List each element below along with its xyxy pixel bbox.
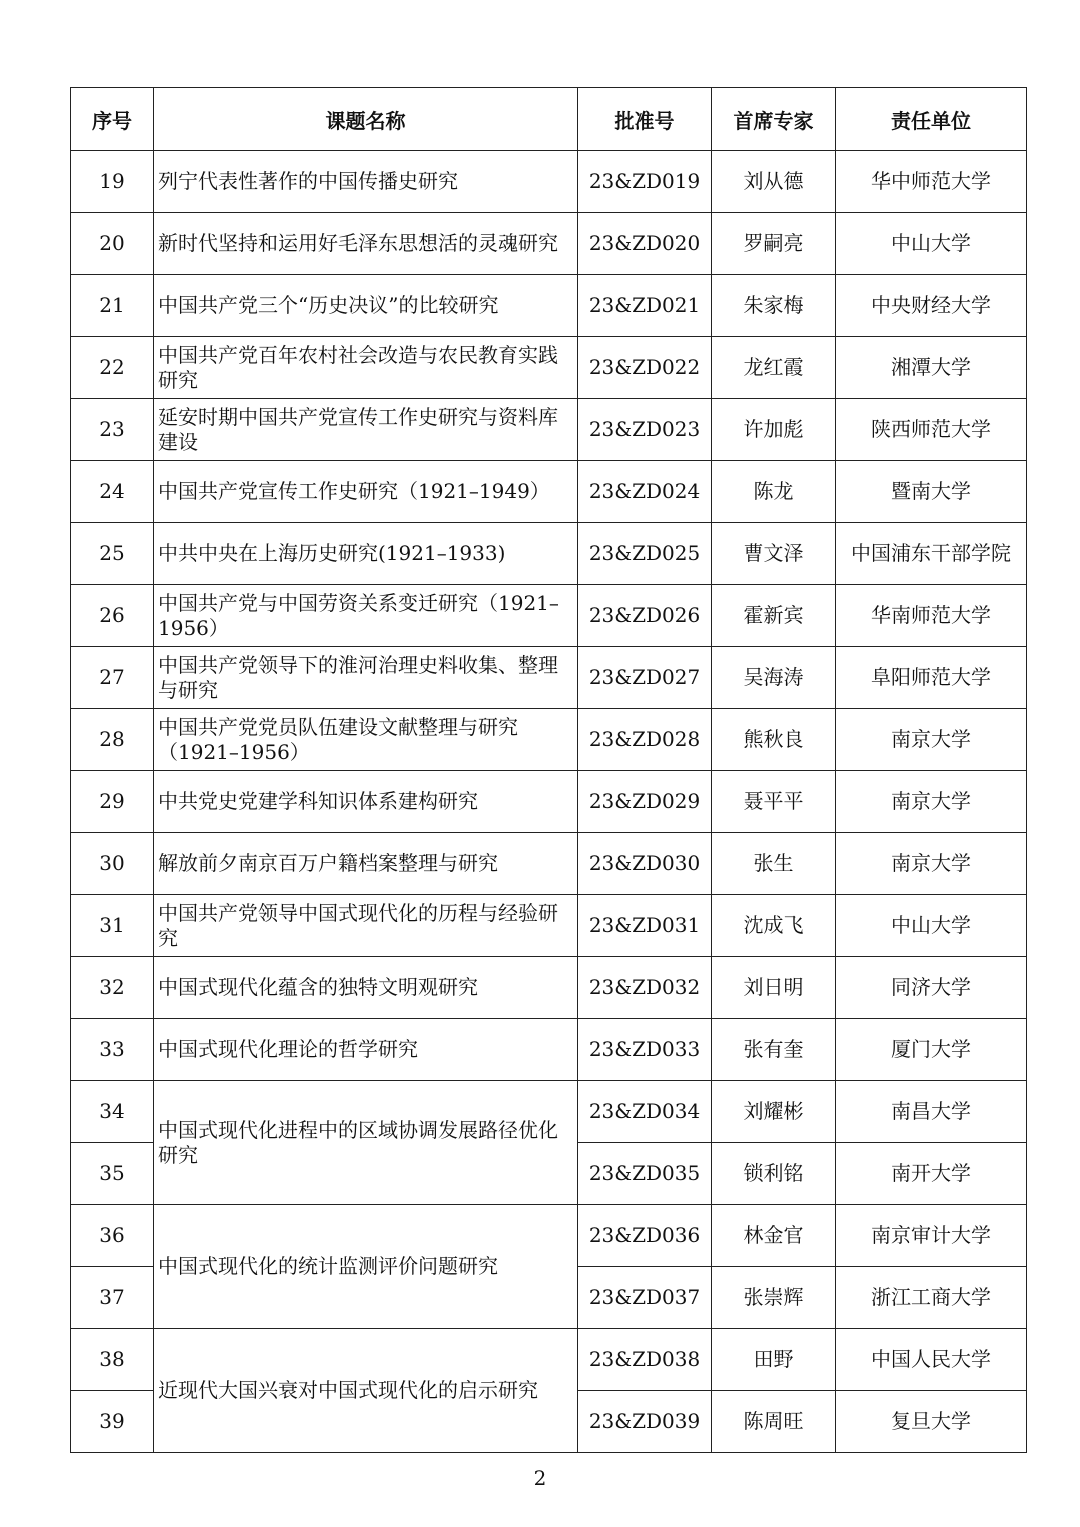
row-seq: 25 xyxy=(71,523,154,585)
row-approval: 23&ZD035 xyxy=(578,1143,712,1205)
row-title: 中共中央在上海历史研究(1921–1933) xyxy=(154,523,578,585)
row-expert: 吴海涛 xyxy=(712,647,836,709)
table-row xyxy=(71,833,1027,895)
row-approval: 23&ZD030 xyxy=(578,833,712,895)
header-seq: 序号 xyxy=(71,88,154,151)
row-title: 中国共产党三个“历史决议”的比较研究 xyxy=(154,275,578,337)
row-title: 中国式现代化进程中的区域协调发展路径优化研究 xyxy=(154,1081,578,1205)
row-title: 中国式现代化蕴含的独特文明观研究 xyxy=(154,957,578,1019)
row-title: 中国共产党领导下的淮河治理史料收集、整理与研究 xyxy=(154,647,578,709)
row-expert: 熊秋良 xyxy=(712,709,836,771)
row-unit: 南京大学 xyxy=(836,771,1027,833)
row-expert: 霍新宾 xyxy=(712,585,836,647)
row-approval: 23&ZD034 xyxy=(578,1081,712,1143)
row-approval: 23&ZD021 xyxy=(578,275,712,337)
row-approval: 23&ZD026 xyxy=(578,585,712,647)
row-approval: 23&ZD032 xyxy=(578,957,712,1019)
table-row xyxy=(71,523,1027,585)
table-row xyxy=(71,275,1027,337)
row-approval: 23&ZD037 xyxy=(578,1267,712,1329)
table-row xyxy=(71,337,1027,399)
row-seq: 36 xyxy=(71,1205,154,1267)
row-title: 中国共产党与中国劳资关系变迁研究（1921–1956） xyxy=(154,585,578,647)
row-expert: 刘从德 xyxy=(712,151,836,213)
row-title: 解放前夕南京百万户籍档案整理与研究 xyxy=(154,833,578,895)
row-title: 中国式现代化的统计监测评价问题研究 xyxy=(154,1205,578,1329)
row-expert: 张有奎 xyxy=(712,1019,836,1081)
row-unit: 湘潭大学 xyxy=(836,337,1027,399)
row-expert: 曹文泽 xyxy=(712,523,836,585)
header-title: 课题名称 xyxy=(154,88,578,151)
row-expert: 许加彪 xyxy=(712,399,836,461)
table-row xyxy=(71,1205,1027,1267)
row-expert: 刘日明 xyxy=(712,957,836,1019)
row-unit: 南昌大学 xyxy=(836,1081,1027,1143)
row-approval: 23&ZD024 xyxy=(578,461,712,523)
row-approval: 23&ZD031 xyxy=(578,895,712,957)
row-unit: 同济大学 xyxy=(836,957,1027,1019)
row-unit: 暨南大学 xyxy=(836,461,1027,523)
row-seq: 20 xyxy=(71,213,154,275)
row-expert: 张生 xyxy=(712,833,836,895)
row-unit: 华中师范大学 xyxy=(836,151,1027,213)
row-seq: 24 xyxy=(71,461,154,523)
row-expert: 田野 xyxy=(712,1329,836,1391)
row-expert: 张崇辉 xyxy=(712,1267,836,1329)
row-expert: 锁利铭 xyxy=(712,1143,836,1205)
row-seq: 23 xyxy=(71,399,154,461)
row-unit: 中山大学 xyxy=(836,213,1027,275)
header-expert: 首席专家 xyxy=(712,88,836,151)
row-seq: 35 xyxy=(71,1143,154,1205)
table-row xyxy=(71,1329,1027,1391)
row-approval: 23&ZD029 xyxy=(578,771,712,833)
row-title: 中国式现代化理论的哲学研究 xyxy=(154,1019,578,1081)
row-seq: 29 xyxy=(71,771,154,833)
row-seq: 38 xyxy=(71,1329,154,1391)
table-row xyxy=(71,895,1027,957)
row-title: 中国共产党百年农村社会改造与农民教育实践研究 xyxy=(154,337,578,399)
row-seq: 37 xyxy=(71,1267,154,1329)
row-expert: 朱家梅 xyxy=(712,275,836,337)
table-row xyxy=(71,585,1027,647)
row-expert: 林金官 xyxy=(712,1205,836,1267)
table-row xyxy=(71,1081,1027,1143)
row-unit: 中国浦东干部学院 xyxy=(836,523,1027,585)
header-unit: 责任单位 xyxy=(836,88,1027,151)
row-unit: 厦门大学 xyxy=(836,1019,1027,1081)
row-seq: 34 xyxy=(71,1081,154,1143)
row-title: 中共党史党建学科知识体系建构研究 xyxy=(154,771,578,833)
row-title: 中国共产党党员队伍建设文献整理与研究（1921–1956） xyxy=(154,709,578,771)
row-approval: 23&ZD025 xyxy=(578,523,712,585)
row-unit: 中央财经大学 xyxy=(836,275,1027,337)
row-expert: 陈龙 xyxy=(712,461,836,523)
row-expert: 龙红霞 xyxy=(712,337,836,399)
table-row xyxy=(71,771,1027,833)
row-expert: 陈周旺 xyxy=(712,1391,836,1453)
row-unit: 南开大学 xyxy=(836,1143,1027,1205)
row-seq: 27 xyxy=(71,647,154,709)
row-approval: 23&ZD023 xyxy=(578,399,712,461)
table-row xyxy=(71,709,1027,771)
row-approval: 23&ZD020 xyxy=(578,213,712,275)
row-seq: 28 xyxy=(71,709,154,771)
header-approval: 批准号 xyxy=(578,88,712,151)
table-row xyxy=(71,151,1027,213)
table-row xyxy=(71,461,1027,523)
row-expert: 沈成飞 xyxy=(712,895,836,957)
row-seq: 26 xyxy=(71,585,154,647)
page-number: 2 xyxy=(533,1466,547,1490)
row-unit: 中山大学 xyxy=(836,895,1027,957)
row-seq: 39 xyxy=(71,1391,154,1453)
row-expert: 罗嗣亮 xyxy=(712,213,836,275)
row-unit: 阜阳师范大学 xyxy=(836,647,1027,709)
row-approval: 23&ZD038 xyxy=(578,1329,712,1391)
row-title: 中国共产党领导中国式现代化的历程与经验研究 xyxy=(154,895,578,957)
table-row xyxy=(71,647,1027,709)
table-row xyxy=(71,1019,1027,1081)
row-seq: 32 xyxy=(71,957,154,1019)
row-seq: 21 xyxy=(71,275,154,337)
table-row xyxy=(71,399,1027,461)
row-unit: 陕西师范大学 xyxy=(836,399,1027,461)
row-seq: 22 xyxy=(71,337,154,399)
row-title: 近现代大国兴衰对中国式现代化的启示研究 xyxy=(154,1329,578,1453)
table-header-row xyxy=(71,88,1027,151)
row-approval: 23&ZD027 xyxy=(578,647,712,709)
table-row xyxy=(71,213,1027,275)
row-unit: 浙江工商大学 xyxy=(836,1267,1027,1329)
row-title: 中国共产党宣传工作史研究（1921–1949） xyxy=(154,461,578,523)
row-unit: 南京大学 xyxy=(836,709,1027,771)
row-approval: 23&ZD036 xyxy=(578,1205,712,1267)
row-unit: 中国人民大学 xyxy=(836,1329,1027,1391)
row-unit: 南京审计大学 xyxy=(836,1205,1027,1267)
row-expert: 刘耀彬 xyxy=(712,1081,836,1143)
row-unit: 复旦大学 xyxy=(836,1391,1027,1453)
projects-table xyxy=(70,87,1027,1453)
row-title: 新时代坚持和运用好毛泽东思想活的灵魂研究 xyxy=(154,213,578,275)
row-approval: 23&ZD033 xyxy=(578,1019,712,1081)
table-row xyxy=(71,957,1027,1019)
row-title: 延安时期中国共产党宣传工作史研究与资料库建设 xyxy=(154,399,578,461)
row-approval: 23&ZD039 xyxy=(578,1391,712,1453)
row-unit: 华南师范大学 xyxy=(836,585,1027,647)
row-approval: 23&ZD028 xyxy=(578,709,712,771)
row-title: 列宁代表性著作的中国传播史研究 xyxy=(154,151,578,213)
row-approval: 23&ZD022 xyxy=(578,337,712,399)
row-seq: 19 xyxy=(71,151,154,213)
row-seq: 31 xyxy=(71,895,154,957)
row-seq: 30 xyxy=(71,833,154,895)
row-approval: 23&ZD019 xyxy=(578,151,712,213)
row-unit: 南京大学 xyxy=(836,833,1027,895)
row-expert: 聂平平 xyxy=(712,771,836,833)
row-seq: 33 xyxy=(71,1019,154,1081)
